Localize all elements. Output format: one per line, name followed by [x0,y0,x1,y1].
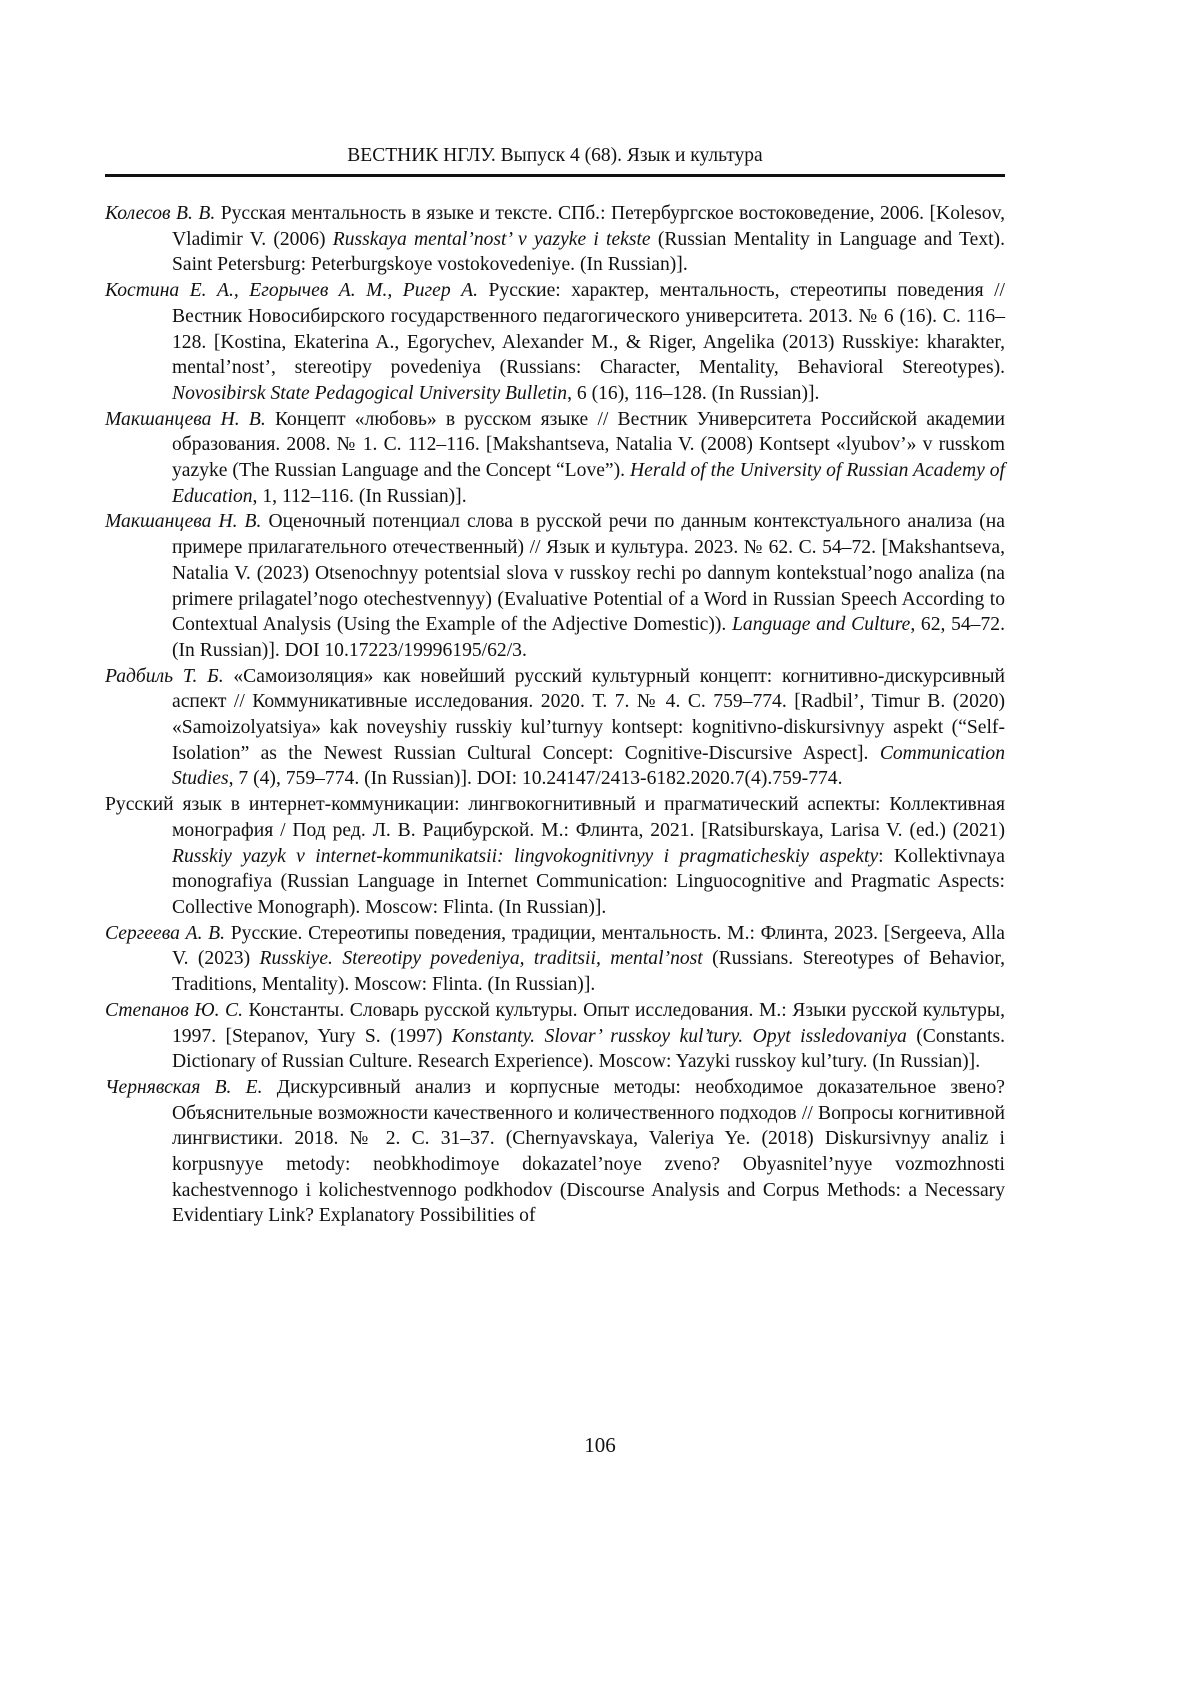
reference-author: Радбиль Т. Б. [105,665,224,687]
reference-entry [105,201,1005,278]
reference-entry [105,407,1005,510]
reference-text: , 7 (4), 759–774. (In Russian)]. DOI: 10.24147/2413-6182.2020.7(4).759-774. [228,768,843,790]
running-head-title: ВЕСТНИК НГЛУ. Выпуск 4 (68). Язык и культура [347,145,763,166]
reference-text: : Kollektivnaya monografiya (Russian Language in Internet Communication: Linguocognitive and Pragmatic Aspects: Collective Monograph). Moscow: Flinta. (In Russian)]. [172,845,1006,918]
reference-title-italic: Herald of the University of Russian Academy of Education [172,460,1005,507]
reference-text: (Russians. Stereotypes of Behavior, Traditions, Mentality). Moscow: Flinta. (In Russian)]. [172,948,1005,996]
reference-text: (Russian Mentality in Language and Text). Saint Petersburg: Peterburgskoye vostokovedeniye. (In Russian)]. [172,228,1005,276]
reference-entry [105,509,1005,663]
reference-text: Русский язык в интернет-коммуникации: лингвокогнитивный и прагматический аспекты: Коллективная монография / Под ред. Л. В. Рацибурской. М.: Флинта, 2021. [Ratsiburskaya, Larisa V. (ed.) (2021) [105,794,1005,841]
reference-entry [105,1075,1005,1229]
reference-text: Оценочный потенциал слова в русской речи по данным контекстуального анализа (на примере прилагательного отечественный) // Язык и культура. 2023. № 62. С. 54–72. [Makshantseva, Natalia V. (2023) Otsenochnyy potentsial slova v russkoy rechi po dannym kontekstual’nogo analiza (na primere prilagatel’nogo otechestvennyy) (Evaluative Potential of a Word in Russian Speech According to Contextual Analysis (Using the Example of the Adjective Domestic)). [172,511,1005,636]
reference-title-italic: Language and Culture [732,614,911,636]
reference-text: Русская ментальность в языке и тексте. СПб.: Петербургское востоковедение, 2006. [Kolesov, Vladimir V. (2006) [172,203,1005,250]
reference-title-italic: Russkiy yazyk v internet-kommunikatsii: lingvokognitivnyy i pragmaticheskiy aspekty [172,845,879,867]
reference-title-italic: Russkiye. Stereotipy povedeniya, traditsii, mental’nost [259,948,703,970]
reference-author: Колесов В. В. [105,203,216,224]
reference-title-italic: Communication Studies [172,742,1005,790]
reference-text: , 62, 54–72. (In Russian)]. DOI 10.17223/19996195/62/3. [172,614,1005,661]
reference-text: (Constants. Dictionary of Russian Culture. Research Experience). Moscow: Yazyki russkoy kul’tury. (In Russian)]. [172,1025,1005,1073]
reference-text: «Самоизоляция» как новейший русский культурный концепт: когнитивно-дискурсивный аспект // Коммуникативные исследования. 2020. Т. 7. № 4. С. 759–774. [Radbil’, Timur B. (2020) «Samoizolyatsiya» kak noveyshiy russkiy kul’turnyy kontsept: kognitivno-diskursivnyy aspekt (“Self-Isolation” as the Newest Russian Cultural Concept: Cognitive-Discursive Aspect]. [172,665,1005,764]
reference-entry [105,998,1005,1075]
header-rule [105,174,1005,177]
reference-entry [105,664,1005,793]
reference-text: Концепт «любовь» в русском языке // Вестник Университета Российской академии образования. 2008. № 1. С. 112–116. [Makshantseva, Natalia V. (2008) Kontsept «lyubov’» v russkom yazyke (The Russian Language and the Concept “Love”). [172,408,1005,482]
reference-title-italic: Konstanty. Slovar’ russkoy kul’tury. Opyt issledovaniya [451,1025,907,1047]
reference-list [105,201,1005,1229]
reference-entry [105,278,1005,407]
reference-author: Степанов Ю. С. [105,999,243,1021]
reference-text: Русские: характер, ментальность, стереотипы поведения // Вестник Новосибирского государственного педагогического университета. 2013. № 6 (16). С. 116–128. [Kostina, Ekaterina A., Egorychev, Alexander M., & Riger, Angelika (2013) Russkiye: kharakter, mental’nost’, stereotipy povedeniya (Russians: Character, Mentality, Behavioral Stereotypes). [172,280,1005,379]
reference-author: Макшанцева Н. В. [105,408,266,430]
reference-text: Русские. Стереотипы поведения, традиции, ментальность. М.: Флинта, 2023. [Sergeeva, Alla V. (2023) [172,922,1005,970]
reference-entry [105,921,1005,998]
reference-author: Костина Е. А., Егорычев А. М., Ригер А. [105,280,479,302]
reference-text: , 1, 112–116. (In Russian)]. [252,485,467,507]
reference-text: Константы. Словарь русской культуры. Опыт исследования. М.: Языки русской культуры, 1997. [Stepanov, Yury S. (1997) [172,999,1005,1047]
reference-author: Чернявская В. Е. [105,1076,263,1098]
page-number: 106 [584,1433,616,1457]
reference-entry [105,792,1005,921]
reference-author: Макшанцева Н. В. [105,511,262,533]
reference-title-italic: Novosibirsk State Pedagogical University Bulletin [172,382,568,404]
reference-author: Сергеева А. В. [105,922,226,944]
reference-text: , 6 (16), 116–128. (In Russian)]. [567,382,820,404]
reference-text: Дискурсивный анализ и корпусные методы: необходимое доказательное звено? Объяснительные возможности качественного и количественного подходов // Вопросы когнитивной лингвистики. 2018. № 2. С. 31–37. (Chernyavskaya, Valeriya Ye. (2018) Diskursivnyy analiz i korpusnyye metody: neobkhodimoye dokazatel’noye zveno? Obyasnitel’nyye vozmozhnosti kachestvennogo i kolichestvennogo podkhodov (Discourse Analysis and Corpus Methods: a Necessary Evidentiary Link? Explanatory Possibilities of [172,1076,1005,1227]
reference-title-italic: Russkaya mental’nost’ v yazyke i tekste [332,228,651,250]
